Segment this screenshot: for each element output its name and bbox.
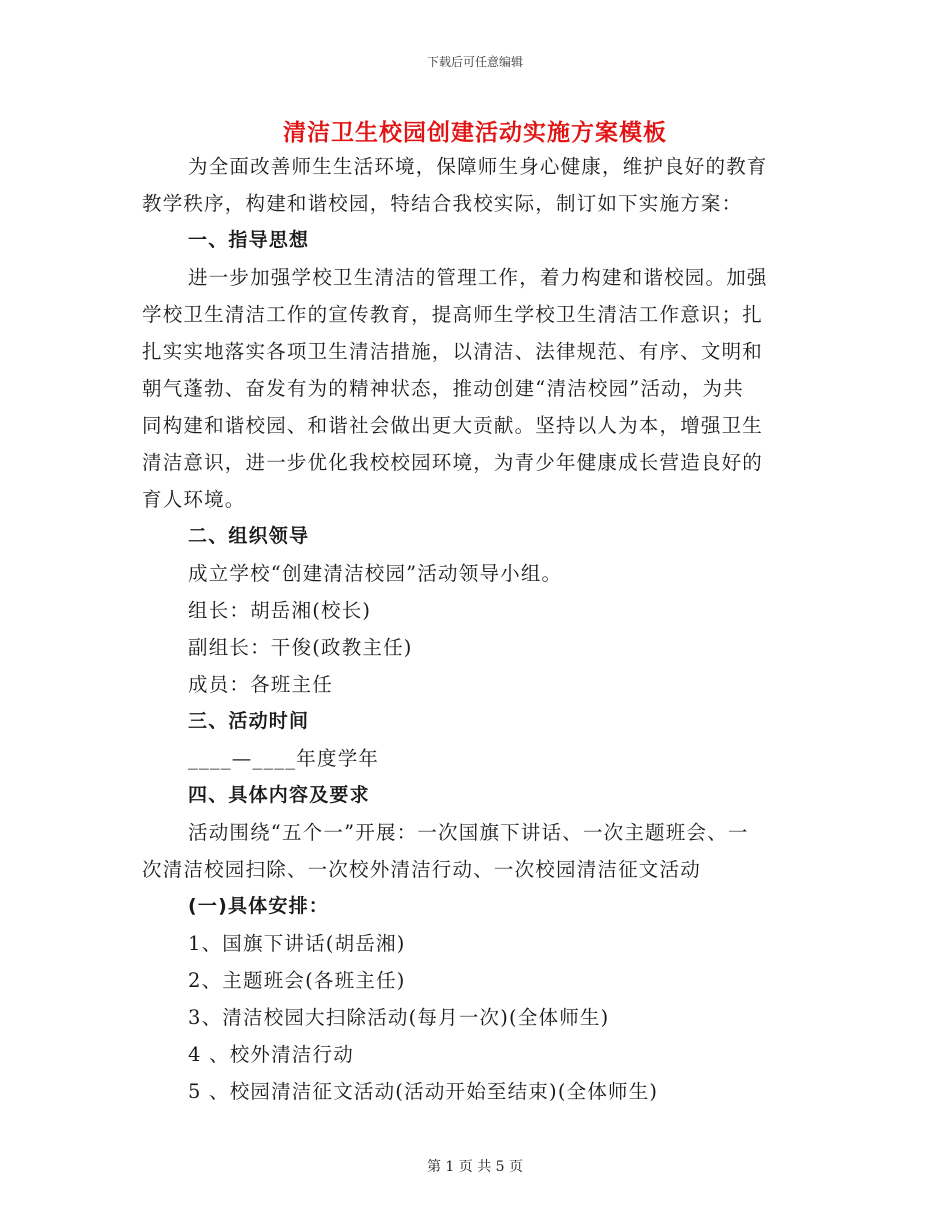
paragraph-line: 组长：胡岳湘(校长) [188, 599, 372, 622]
page-footer: 第 1 页 共 5 页 [426, 1159, 524, 1175]
section-heading: 四、具体内容及要求 [188, 784, 370, 806]
paragraph-line: 成立学校“创建清洁校园”活动领导小组。 [188, 562, 563, 585]
paragraph-line: 扎实实地落实各项卫生清洁措施，以清洁、法律规范、有序、文明和 [142, 340, 764, 363]
document-title: 清洁卫生校园创建活动实施方案模板 [283, 119, 667, 146]
paragraph-line: 副组长：干俊(政教主任) [188, 636, 413, 659]
section-heading: 二、组织领导 [188, 525, 310, 547]
paragraph-line: 教学秩序，构建和谐校园，特结合我校实际，制订如下实施方案： [142, 192, 743, 215]
subsection-heading: (一)具体安排： [188, 895, 329, 917]
paragraph-line: 学校卫生清洁工作的宣传教育，提高师生学校卫生清洁工作意识；扎 [142, 303, 764, 326]
paragraph-line: 育人环境。 [142, 488, 246, 511]
paragraph-line: 同构建和谐校园、和谐社会做出更大贡献。坚持以人为本，增强卫生 [142, 414, 764, 437]
paragraph-line: 进一步加强学校卫生清洁的管理工作，着力构建和谐校园。加强 [188, 266, 768, 289]
paragraph-line: 清洁意识，进一步优化我校校园环境，为青少年健康成长营造良好的 [142, 451, 764, 474]
section-heading: 三、活动时间 [188, 710, 310, 732]
document-body [142, 148, 802, 1110]
list-item: 3、清洁校园大扫除活动(每月一次)(全体师生) [188, 1006, 610, 1029]
list-item: 4 、校外清洁行动 [188, 1043, 354, 1066]
paragraph-line: 活动围绕“五个一”开展：一次国旗下讲话、一次主题班会、一 [188, 821, 749, 844]
paragraph-line: 为全面改善师生生活环境，保障师生身心健康，维护良好的教育 [188, 155, 768, 178]
list-item: 1、国旗下讲话(胡岳湘) [188, 932, 406, 955]
paragraph-line: 成员：各班主任 [188, 673, 333, 696]
paragraph-line: 次清洁校园扫除、一次校外清洁行动、一次校园清洁征文活动 [142, 858, 701, 881]
section-heading: 一、指导思想 [188, 229, 310, 251]
list-item: 5 、校园清洁征文活动(活动开始至结束)(全体师生) [188, 1080, 659, 1103]
paragraph-line: ____—____年度学年 [188, 747, 380, 770]
list-item: 2、主题班会(各班主任) [188, 969, 406, 992]
header-note: 下载后可任意编辑 [426, 55, 523, 69]
paragraph-line: 朝气蓬勃、奋发有为的精神状态，推动创建“清洁校园”活动，为共 [142, 377, 744, 400]
